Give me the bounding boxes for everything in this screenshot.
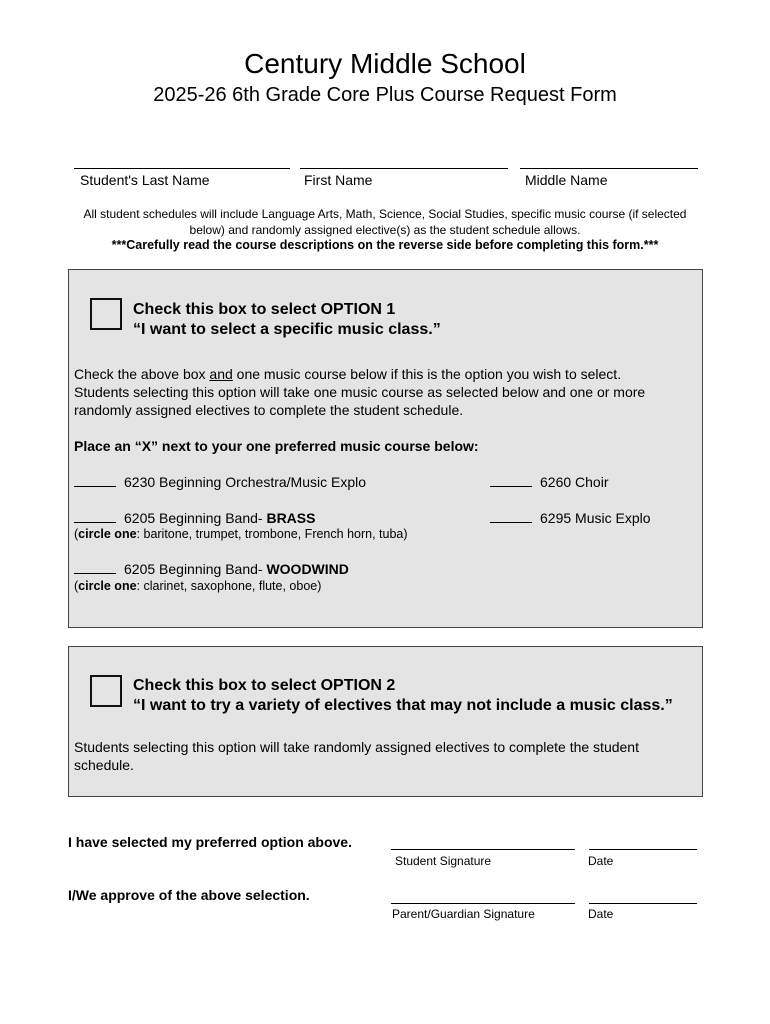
intro-line-2: below) and randomly assigned elective(s) as the student schedule allows. xyxy=(189,223,581,237)
intro-line-1: All student schedules will include Language Arts, Math, Science, Social Studies, specific music course (if selected xyxy=(83,207,687,221)
student-statement: I have selected my preferred option above. xyxy=(68,834,352,850)
first-name-field[interactable] xyxy=(300,168,508,169)
choir-label: 6260 Choir xyxy=(540,474,609,490)
brass-label: 6205 Beginning Band- xyxy=(124,510,267,526)
woodwind-strong: WOODWIND xyxy=(266,561,349,577)
form-subtitle: 2025-26 6th Grade Core Plus Course Request Form xyxy=(153,84,617,106)
course-band-woodwind xyxy=(74,560,349,577)
page-title: Century Middle School xyxy=(244,48,526,79)
parent-date-field[interactable] xyxy=(589,903,697,904)
middle-name-label: Middle Name xyxy=(525,172,608,188)
option2-quote: “I want to try a variety of electives that may not include a music class.” xyxy=(133,697,673,714)
woodwind-label: 6205 Beginning Band- xyxy=(124,561,267,577)
middle-name-field[interactable] xyxy=(520,168,698,169)
first-name-label: First Name xyxy=(304,172,373,188)
music-explo-blank[interactable] xyxy=(490,509,532,523)
option1-quote: “I want to select a specific music class.” xyxy=(133,321,441,338)
last-name-field[interactable] xyxy=(74,168,290,169)
course-orchestra xyxy=(74,473,366,490)
option1-desc-line-2: Students selecting this option will take one music course as selected below and one or more xyxy=(74,384,646,400)
parent-signature-label: Parent/Guardian Signature xyxy=(392,907,535,921)
option2-heading xyxy=(133,676,673,716)
option2-checkbox[interactable] xyxy=(90,675,122,707)
brass-instrument-note: (circle one: baritone, trumpet, trombone, French horn, tuba) xyxy=(74,527,408,541)
woodwind-blank[interactable] xyxy=(74,560,116,574)
brass-note-prefix: circle one xyxy=(78,527,137,541)
option1-desc-post: one music course below if this is the option you wish to select. xyxy=(232,366,622,382)
course-band-brass xyxy=(74,509,315,526)
course-choir xyxy=(490,473,609,490)
option1-desc-line-1 xyxy=(74,365,694,383)
brass-strong: BRASS xyxy=(266,510,316,526)
brass-blank[interactable] xyxy=(74,509,116,523)
student-date-field[interactable] xyxy=(589,849,697,850)
option1-checkbox[interactable] xyxy=(90,298,122,330)
option1-heading xyxy=(133,300,441,340)
parent-date-label: Date xyxy=(588,907,614,921)
option2-description xyxy=(74,738,694,774)
option1-desc-pre: Check the above box xyxy=(74,366,210,382)
option1-desc-underlined: and xyxy=(209,366,233,382)
last-name-label: Student's Last Name xyxy=(80,172,210,188)
parent-signature-field[interactable] xyxy=(391,903,575,904)
course-music-explo xyxy=(490,509,651,526)
option1-heading-text: Check this box to select OPTION 1 xyxy=(133,301,396,318)
parent-statement: I/We approve of the above selection. xyxy=(68,887,310,903)
choir-blank[interactable] xyxy=(490,473,532,487)
option1-desc-line-3: randomly assigned electives to complete the student schedule. xyxy=(74,402,464,418)
orchestra-blank[interactable] xyxy=(74,473,116,487)
student-signature-label: Student Signature xyxy=(395,854,492,868)
option1-description xyxy=(74,365,694,419)
woodwind-note-text: : clarinet, saxophone, flute, oboe) xyxy=(136,579,322,593)
student-date-label: Date xyxy=(588,854,614,868)
option2-heading-text: Check this box to select OPTION 2 xyxy=(133,677,396,694)
music-explo-label: 6295 Music Explo xyxy=(540,510,651,526)
option2-desc-line-2: schedule. xyxy=(74,757,134,773)
option1-instruction: Place an “X” next to your one preferred music course below: xyxy=(74,438,479,454)
option2-panel xyxy=(68,646,703,797)
student-signature-field[interactable] xyxy=(391,849,575,850)
brass-note-text: : baritone, trumpet, trombone, French horn, tuba) xyxy=(136,527,408,541)
option2-desc-line-1: Students selecting this option will take randomly assigned electives to complete the student xyxy=(74,739,639,755)
intro-text xyxy=(58,206,712,238)
intro-warning: ***Carefully read the course descriptions on the reverse side before completing this form.*** xyxy=(111,238,659,252)
woodwind-note-prefix: circle one xyxy=(78,579,137,593)
orchestra-label: 6230 Beginning Orchestra/Music Explo xyxy=(124,474,367,490)
woodwind-instrument-note: (circle one: clarinet, saxophone, flute, oboe) xyxy=(74,579,322,593)
